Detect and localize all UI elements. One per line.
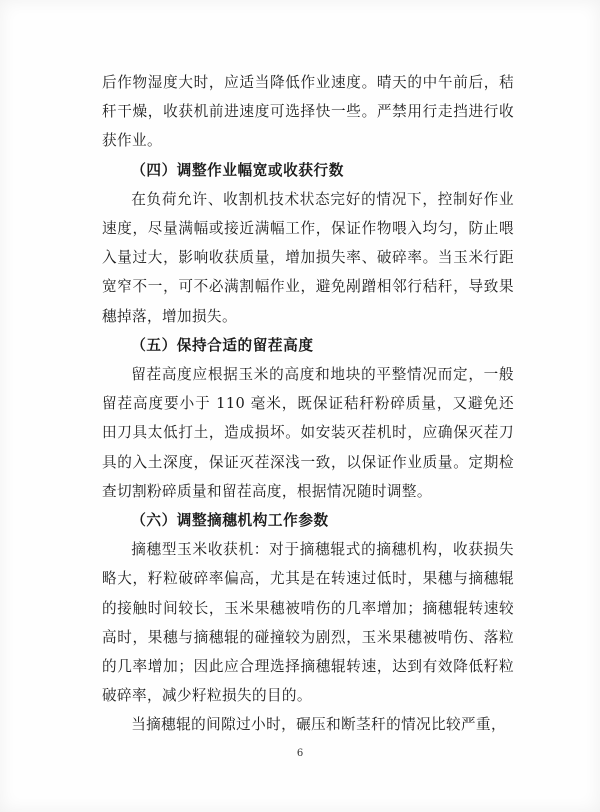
- paragraph: 后作物湿度大时，应适当降低作业速度。晴天的中午前后，秸秆干燥，收获机前进速度可选择快一些。严禁用行走挡进行收获作业。: [102, 74, 514, 150]
- paragraph: 摘穗型玉米收获机：对于摘穗辊式的摘穗机构，收获损失略大，籽粒破碎率偏高，尤其是在转速过低时，果穗与摘穗辊的接触时间较长，玉米果穗被啃伤的几率增加；摘穗辊转速较高时，果穗与摘穗辊的碰撞较为剧烈，玉米果穗被啃伤、落粒的几率增加；因此应合理选择摘穗辊转速，达到有效降低籽粒破碎率，减少籽粒损失的目的。: [102, 541, 514, 705]
- paragraph: 当摘穗辊的间隙过小时，碾压和断茎秆的情况比较严重，: [131, 716, 507, 734]
- section-heading: （六）调整摘穗机构工作参数: [131, 512, 329, 530]
- paragraph: 在负荷允许、收割机技术状态完好的情况下，控制好作业速度，尽量满幅或接近满幅工作，保证作物喂入均匀，防止喂入量过大，影响收获质量，增加损失率、破碎率。当玉米行距宽窄不一，可不必满割幅作业，避免剐蹭相邻行秸秆，导致果穗掉落，增加损失。: [102, 190, 514, 325]
- document-body: [102, 68, 514, 740]
- section-heading: （四）调整作业幅宽或收获行数: [131, 161, 344, 179]
- section-heading: （五）保持合适的留茬高度: [131, 336, 314, 354]
- paragraph: 留茬高度应根据玉米的高度和地块的平整情况而定，一般留茬高度要小于 110 毫米，既保证秸秆粉碎质量，又避免还田刀具太低打土，造成损坏。如安装灭茬机时，应确保灭茬刀具的入土深度，保证灭茬深浅一致，以保证作业质量。定期检查切割粉碎质量和留茬高度，根据情况随时调整。: [102, 366, 514, 500]
- page-number: 6: [296, 748, 304, 759]
